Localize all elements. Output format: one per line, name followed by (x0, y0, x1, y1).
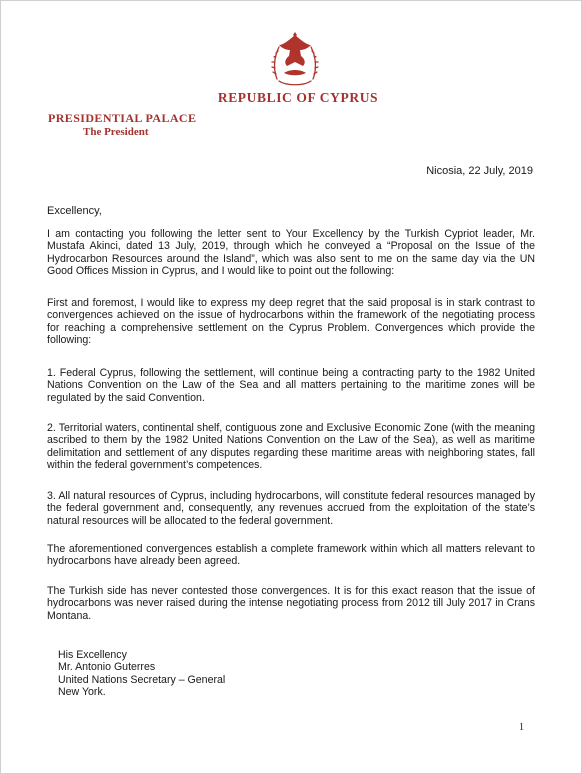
recipient-line: United Nations Secretary – General (58, 673, 226, 686)
paragraph-point-3: 3. All natural resources of Cyprus, including hydrocarbons, will constitute federal resources managed by the federal government and, consequently, any revenues accrued from the exploitation of the state’s natural resources will be allocated to the federal government. (47, 490, 535, 527)
recipient-address (58, 649, 225, 698)
recipient-line: His Excellency (58, 649, 127, 661)
paragraph-point-1: 1. Federal Cyprus, following the settlement, will continue being a contracting party to the 1982 United Nations Convention on the Law of the Sea and all matters pertaining to the maritime zones will be regulated by the said Convention. (47, 367, 535, 404)
paragraph-framework: The aforementioned convergences establish a complete framework within which all matters relevant to hydrocarbons have already been agreed. (47, 543, 535, 568)
recipient-line: New York. (58, 685, 106, 698)
office-name: PRESIDENTIAL PALACE (48, 111, 197, 125)
paragraph-regret: First and foremost, I would like to express my deep regret that the said proposal is in stark contrast to convergences achieved on the issue of hydrocarbons within the framework of the negotiating process for reaching a comprehensive settlement on the Cyprus Problem. Convergences which provide the following: (47, 297, 535, 346)
office-role: The President (83, 126, 149, 138)
recipient-line: Mr. Antonio Guterres (58, 661, 156, 674)
coat-of-arms-emblem (270, 29, 320, 89)
paragraph-intro: I am contacting you following the letter sent to Your Excellency by the Turkish Cypriot leader, Mr. Mustafa Akinci, dated 13 July, 2019, through which he conveyed a “Proposal on the Issue of the Hydrocarbon Resources around the Island”, which was also sent to me on the same day via the UN Good Offices Mission in Cyprus, and I would like to point out the following: (47, 228, 535, 277)
letter-date: Nicosia, 22 July, 2019 (426, 165, 533, 177)
page-number: 1 (519, 722, 524, 733)
republic-title: REPUBLIC OF CYPRUS (217, 90, 379, 105)
paragraph-turkish-side: The Turkish side has never contested those convergences. It is for this exact reason that the issue of hydrocarbons was never raised during the intense negotiating process from 2012 till July 2017 in Crans Montana. (47, 585, 535, 622)
salutation: Excellency, (47, 205, 102, 217)
paragraph-point-2: 2. Territorial waters, continental shelf, contiguous zone and Exclusive Economic Zone (with the meaning ascribed to them by the 1982 United Nations Convention on the Law of the Sea), as well as maritime delimitation and settlement of any disputes regarding these maritime areas with neighboring states, fall within the federal government’s competences. (47, 422, 535, 471)
